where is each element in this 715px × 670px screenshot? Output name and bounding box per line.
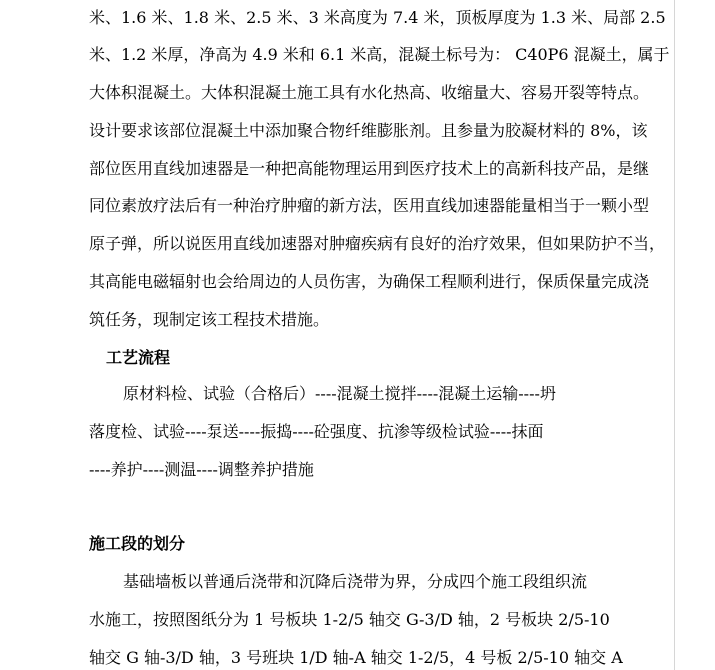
body-line: 米、1.6 米、1.8 米、2.5 米、3 米高度为 7.4 米，顶板厚度为 1.3 米、局部 2.5 [89, 8, 666, 27]
segment-line: 基础墙板以普通后浇带和沉降后浇带为界，分成四个施工段组织流 [123, 572, 588, 591]
body-line: 筑任务，现制定该工程技术措施。 [89, 310, 330, 329]
section-heading-segments: 施工段的划分 [89, 534, 186, 553]
section-heading-process: 工艺流程 [106, 348, 171, 367]
page-margin-line [674, 0, 675, 670]
body-line: 同位素放疗法后有一种治疗肿瘤的新方法，医用直线加速器能量相当于一颗小型 [89, 196, 650, 215]
process-line: 落度检、试验----泵送----振捣----砼强度、抗渗等级检试验----抹面 [89, 422, 544, 441]
body-line: 米、1.2 米厚，净高为 4.9 米和 6.1 米高，混凝土标号为： C40P6 混凝土，属于 [89, 45, 670, 64]
body-line: 其高能电磁辐射也会给周边的人员伤害，为确保工程顺利进行，保质保量完成浇 [89, 272, 650, 291]
body-line: 原子弹，所以说医用直线加速器对肿瘤疾病有良好的治疗效果，但如果防护不当， [89, 234, 666, 253]
segment-line: 轴交 G 轴-3/D 轴，3 号班块 1/D 轴-A 轴交 1-2/5，4 号板 2/5-10 轴交 A [89, 648, 623, 667]
process-line: ----养护----测温----调整养护措施 [89, 460, 314, 479]
body-line: 大体积混凝土。大体积混凝土施工具有水化热高、收缩量大、容易开裂等特点。 [89, 83, 650, 102]
body-line: 部位医用直线加速器是一种把高能物理运用到医疗技术上的高新科技产品，是继 [89, 159, 650, 178]
body-line: 设计要求该部位混凝土中添加聚合物纤维膨胀剂。且参量为胶凝材料的 8%，该 [89, 121, 648, 140]
process-line: 原材料检、试验（合格后）----混凝土搅拌----混凝土运输----坍 [123, 384, 556, 403]
segment-line: 水施工，按照图纸分为 1 号板块 1-2/5 轴交 G-3/D 轴，2 号板块 2/5-10 [89, 610, 610, 629]
